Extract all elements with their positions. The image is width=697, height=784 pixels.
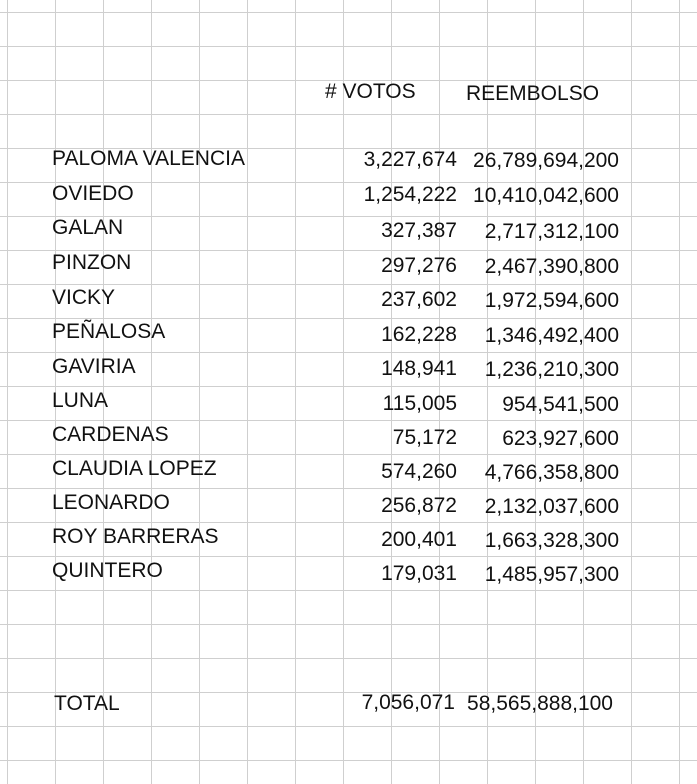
refund-value[interactable]: 1,485,957,300 — [484, 563, 619, 586]
votes-value[interactable]: 148,941 — [381, 357, 457, 380]
candidate-name[interactable]: LUNA — [52, 389, 109, 412]
header-votes[interactable]: # VOTOS — [325, 80, 416, 103]
total-label[interactable]: TOTAL — [54, 692, 120, 715]
refund-value[interactable]: 954,541,500 — [502, 393, 619, 416]
candidate-name[interactable]: VICKY — [52, 286, 116, 309]
refund-value[interactable]: 4,766,358,800 — [484, 461, 619, 484]
votes-value[interactable]: 3,227,674 — [363, 148, 457, 171]
refund-value[interactable]: 1,663,328,300 — [484, 529, 619, 552]
votes-value[interactable]: 162,228 — [381, 323, 457, 346]
total-refund[interactable]: 58,565,888,100 — [467, 692, 613, 715]
candidate-name[interactable]: PALOMA VALENCIA — [52, 147, 245, 170]
candidate-name[interactable]: LEONARDO — [52, 491, 170, 514]
candidate-name[interactable]: GALAN — [52, 216, 124, 239]
refund-value[interactable]: 1,346,492,400 — [484, 324, 619, 347]
votes-value[interactable]: 327,387 — [381, 219, 457, 242]
votes-value[interactable]: 297,276 — [381, 254, 457, 277]
candidate-name[interactable]: GAVIRIA — [52, 355, 136, 378]
votes-value[interactable]: 1,254,222 — [363, 183, 457, 206]
votes-value[interactable]: 237,602 — [381, 288, 457, 311]
candidate-name[interactable]: ROY BARRERAS — [52, 525, 219, 548]
votes-value[interactable]: 75,172 — [392, 426, 457, 449]
candidate-name[interactable]: CLAUDIA LOPEZ — [52, 457, 217, 480]
candidate-name[interactable]: QUINTERO — [52, 559, 163, 582]
refund-value[interactable]: 623,927,600 — [502, 427, 619, 450]
refund-value[interactable]: 1,972,594,600 — [484, 289, 619, 312]
header-refund[interactable]: REEMBOLSO — [466, 82, 600, 105]
candidate-name[interactable]: OVIEDO — [52, 182, 134, 205]
votes-value[interactable]: 115,005 — [382, 392, 457, 415]
refund-value[interactable]: 10,410,042,600 — [473, 184, 619, 207]
candidate-name[interactable]: CARDENAS — [52, 423, 169, 446]
refund-value[interactable]: 2,132,037,600 — [484, 495, 619, 518]
refund-value[interactable]: 2,717,312,100 — [484, 220, 619, 243]
refund-value[interactable]: 26,789,694,200 — [473, 149, 619, 172]
total-votes[interactable]: 7,056,071 — [361, 691, 455, 714]
votes-value[interactable]: 179,031 — [381, 562, 457, 585]
refund-value[interactable]: 2,467,390,800 — [484, 255, 619, 278]
votes-value[interactable]: 200,401 — [381, 528, 457, 551]
refund-value[interactable]: 1,236,210,300 — [484, 358, 619, 381]
votes-value[interactable]: 256,872 — [381, 494, 457, 517]
candidate-name[interactable]: PINZON — [52, 251, 132, 274]
candidate-name[interactable]: PEÑALOSA — [52, 320, 166, 343]
votes-value[interactable]: 574,260 — [381, 460, 457, 483]
